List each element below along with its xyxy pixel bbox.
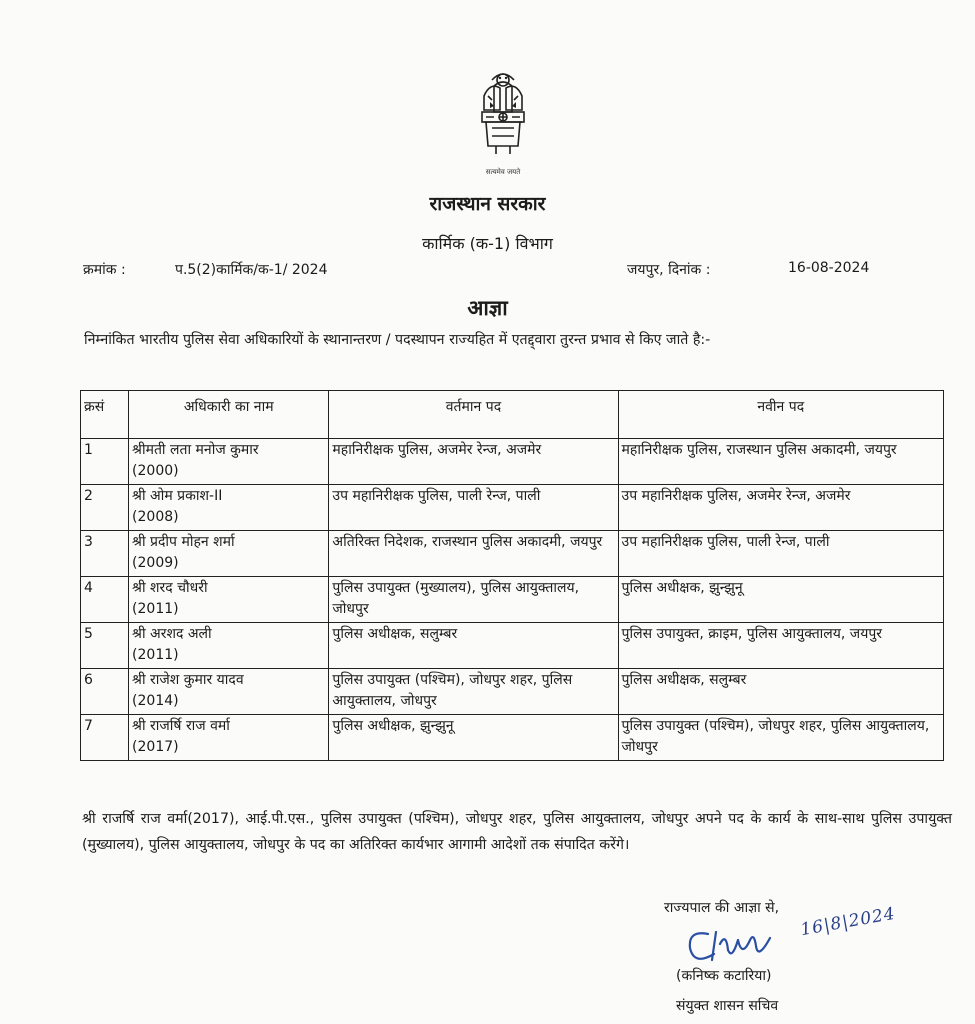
- table-row: [81, 531, 944, 577]
- new-post: पुलिस अधीक्षक, झुन्झुनू: [618, 577, 943, 623]
- table-row: [81, 669, 944, 715]
- order-date: 16-08-2024: [788, 260, 870, 276]
- table-row: [81, 485, 944, 531]
- serial-number: 6: [81, 669, 129, 715]
- signer-designation: संयुक्त शासन सचिव: [676, 998, 779, 1014]
- officer-cell: [129, 623, 329, 669]
- officer-batch: (2014): [132, 693, 179, 709]
- new-post: पुलिस उपायुक्त (पश्चिम), जोधपुर शहर, पुलिस आयुक्तालय, जोधपुर: [618, 715, 943, 761]
- new-post: उप महानिरीक्षक पुलिस, पाली रेन्ज, पाली: [618, 531, 943, 577]
- officer-name: श्रीमती लता मनोज कुमार: [132, 442, 259, 458]
- state-emblem-icon: [470, 66, 536, 166]
- header-new-post: नवीन पद: [618, 391, 943, 439]
- additional-charge-note: श्री राजर्षि राज वर्मा(2017), आई.पी.एस., पुलिस उपायुक्त (पश्चिम), जोधपुर शहर, पुलिस आयुक्तालय, जोधपुर अपने पद के कार्य के साथ-साथ पुलिस उपायुक्त (मुख्यालय), पुलिस आयुक्तालय, जोधपुर के पद का अतिरिक्त कार्यभार आगामी आदेशों तक संपादित करेंगे।: [82, 811, 952, 853]
- table-row: [81, 623, 944, 669]
- officer-batch: (2011): [132, 601, 179, 617]
- table-row: [81, 439, 944, 485]
- department-name: कार्मिक (क-1) विभाग: [422, 234, 553, 253]
- current-post: पुलिस अधीक्षक, सलुम्बर: [329, 623, 618, 669]
- table-header-row: [81, 391, 944, 439]
- header-serial: क्रसं: [81, 391, 129, 439]
- officer-cell: [129, 669, 329, 715]
- current-post: उप महानिरीक्षक पुलिस, पाली रेन्ज, पाली: [329, 485, 618, 531]
- current-post: पुलिस उपायुक्त (मुख्यालय), पुलिस आयुक्तालय, जोधपुर: [329, 577, 618, 623]
- transfer-table: [80, 390, 944, 761]
- officer-cell: [129, 531, 329, 577]
- emblem-motto: सत्यमेव जयते: [485, 168, 521, 176]
- new-post: पुलिस अधीक्षक, सलुम्बर: [618, 669, 943, 715]
- order-intro: निम्नांकित भारतीय पुलिस सेवा अधिकारियों के स्थानान्तरण / पदस्थापन राज्यहित में एतद्द्वारा तुरन्त प्रभाव से किए जाते है:-: [84, 332, 711, 348]
- current-post: अतिरिक्त निदेशक, राजस्थान पुलिस अकादमी, जयपुर: [329, 531, 618, 577]
- officer-batch: (2000): [132, 463, 179, 479]
- officer-batch: (2017): [132, 739, 179, 755]
- serial-number: 3: [81, 531, 129, 577]
- new-post: उप महानिरीक्षक पुलिस, अजमेर रेन्ज, अजमेर: [618, 485, 943, 531]
- current-post: पुलिस अधीक्षक, झुन्झुनू: [329, 715, 618, 761]
- officer-name: श्री राजर्षि राज वर्मा: [132, 718, 230, 734]
- by-order-line: राज्यपाल की आज्ञा से,: [664, 900, 780, 916]
- officer-batch: (2008): [132, 509, 179, 525]
- officer-name: श्री अरशद अली: [132, 626, 212, 642]
- current-post: महानिरीक्षक पुलिस, अजमेर रेन्ज, अजमेर: [329, 439, 618, 485]
- officer-batch: (2011): [132, 647, 179, 663]
- table-row: [81, 715, 944, 761]
- place-date-label: जयपुर, दिनांक :: [627, 262, 711, 278]
- officer-batch: (2009): [132, 555, 179, 571]
- new-post: पुलिस उपायुक्त, क्राइम, पुलिस आयुक्तालय, जयपुर: [618, 623, 943, 669]
- header-current-post: वर्तमान पद: [329, 391, 618, 439]
- serial-number: 2: [81, 485, 129, 531]
- header-officer-name: अधिकारी का नाम: [129, 391, 329, 439]
- signer-name: (कनिष्क कटारिया): [676, 968, 772, 984]
- signature-icon: [680, 910, 780, 970]
- signature-date: 16|8|2024: [798, 903, 898, 941]
- officer-cell: [129, 485, 329, 531]
- serial-number: 1: [81, 439, 129, 485]
- officer-name: श्री शरद चौधरी: [132, 580, 208, 596]
- officer-name: श्री राजेश कुमार यादव: [132, 672, 244, 688]
- serial-number: 4: [81, 577, 129, 623]
- officer-name: श्री प्रदीप मोहन शर्मा: [132, 534, 235, 550]
- reference-label: क्रमांक :: [83, 262, 126, 278]
- officer-cell: [129, 715, 329, 761]
- table-row: [81, 577, 944, 623]
- order-title: आज्ञा: [467, 296, 508, 320]
- government-title: राजस्थान सरकार: [429, 193, 546, 215]
- officer-cell: [129, 577, 329, 623]
- officer-name: श्री ओम प्रकाश-II: [132, 488, 223, 504]
- serial-number: 7: [81, 715, 129, 761]
- reference-number: प.5(2)कार्मिक/क-1/ 2024: [175, 262, 328, 278]
- new-post: महानिरीक्षक पुलिस, राजस्थान पुलिस अकादमी, जयपुर: [618, 439, 943, 485]
- current-post: पुलिस उपायुक्त (पश्चिम), जोधपुर शहर, पुलिस आयुक्तालय, जोधपुर: [329, 669, 618, 715]
- serial-number: 5: [81, 623, 129, 669]
- officer-cell: [129, 439, 329, 485]
